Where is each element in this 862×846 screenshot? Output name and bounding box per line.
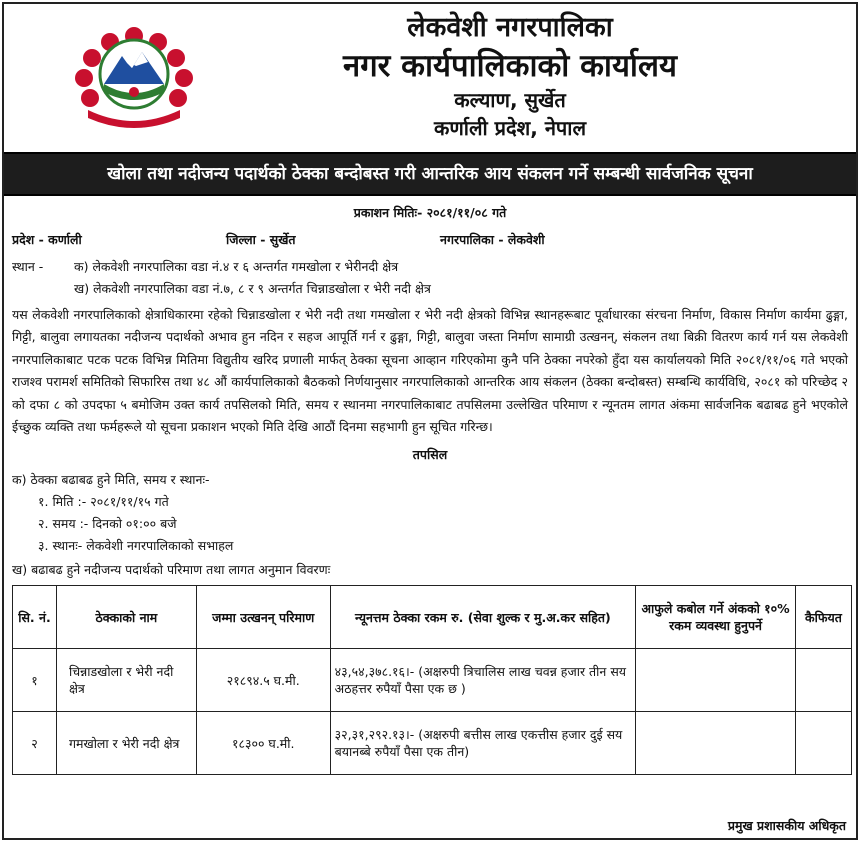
schedule-heading: तपसिल — [412, 447, 448, 463]
province-label: प्रदेश - कर्णाली — [12, 232, 82, 247]
notice-paragraph: यस लेकवेशी नगरपालिकाको क्षेत्राधिकारमा रहेको चिन्नाडखोला र भेरी नदी तथा गमखोला र भेरी नदी क्षेत्रको विभिन्न स्थानहरूबाट पूर्वाधारका संरचना निर्माण, विकास निर्माण कार्यमा ढुङ्गा, गिट्टी, बालुवा लगायतका नदीजन्य पदार्थको अभाव हुन नदिन र सहज आपूर्ति गर्न र ढुङ्गा, गिट्टी, बालुवा जस्ता निर्माण सामाग्री उत्खनन्, संकलन तथा बिक्री वितरण कार्य गर्न यस लेकवेशी नगरपालिकाबाट पटक पटक विभिन्न मितिमा विद्युतीय खरिद प्रणाली मार्फत् ठेक्का सूचना आव्हान गरिएकोमा कुनै पनि ठेक्का नपरेको हुँदा यस कार्यालयको मिति २०८१/११/०६ गते भएको राजश्व परामर्श समितिको सिफारिस तथा ४८ औं कार्यपालिकाको बैठकको निर्णयानुसार नगरपालिकाको आन्तरिक आय संकलन (ठेक्का बन्दोबस्त) सम्बन्धि कार्यविधि, २०८१ को परिच्छेद २ को दफा ८ को उपदफा ५ बमोजिम उक्त कार्य तपसिलको मिति, समय र स्थानमा नगरपालिकाबाट तपसिलमा उल्लेखित परिमाण र न्यूनतम लागत अंकमा सार्वजनिक बढाबढ हुने भएकोले ईच्छुक व्यक्ति तथा फर्महरूले यो सूचना प्रकाशन भएको मिति देखि आठौं दिनमा सहभागी हुन सूचित गरिन्छ। — [12, 307, 848, 435]
publication-date: प्रकाशन मितिः- २०८१/११/०८ गते — [353, 205, 507, 220]
letterhead-text — [204, 10, 816, 142]
col-header-amount: न्यूनत्तम ठेक्का रकम रु. (सेवा शुल्क र मु.अ.कर सहित) — [330, 586, 636, 649]
cell-amount: ३२,३१,२९२.१३।- (अक्षरुपी बत्तीस लाख एकत्तीस हजार दुई सय बयानब्बे रुपैयाँ पैसा एक तीन) — [330, 712, 636, 775]
municipality-emblem-icon — [70, 22, 198, 130]
letterhead — [4, 4, 856, 152]
district-label: जिल्ला - सुर्खेत — [226, 232, 296, 247]
place-a: क) लेकवेशी नगरपालिका वडा नं.४ र ६ अन्तर्गत गमखोला र भेरीनदी क्षेत्र — [74, 259, 399, 274]
cell-remarks — [795, 649, 851, 712]
col-header-quantity: जम्मा उत्खनन् परिमाण — [196, 586, 330, 649]
section-a-date: १. मिति :- २०८१/११/१५ गते — [38, 494, 169, 510]
section-a-time: २. समय :- दिनको ०१:०० बजे — [38, 516, 177, 532]
cell-quantity: २१८९४.५ घ.मी. — [196, 649, 330, 712]
cell-name: चिन्नाडखोला र भेरी नदी क्षेत्र — [56, 649, 196, 712]
section-b-title: ख) बढाबढ हुने नदीजन्य पदार्थको परिमाण तथा लागत अनुमान विवरणः — [12, 562, 331, 578]
cell-sn: १ — [13, 649, 57, 712]
municipality-name: लेकवेशी नगरपालिका — [407, 12, 613, 43]
col-header-deposit: आफुले कबोल गर्ने अंकको १०% रकम व्यवस्था हुनुपर्ने — [636, 586, 796, 649]
places-label: स्थान - — [12, 259, 44, 274]
table-row — [13, 712, 852, 775]
col-header-name: ठेक्काको नाम — [56, 586, 196, 649]
municipality-label: नगरपालिका - लेकवेशी — [440, 232, 545, 247]
table-row — [13, 649, 852, 712]
col-header-remarks: कैफियत — [795, 586, 851, 649]
cell-deposit — [636, 649, 796, 712]
cell-name: गमखोला र भेरी नदी क्षेत्र — [56, 712, 196, 775]
cell-quantity: १८३०० घ.मी. — [196, 712, 330, 775]
section-a-title: क) ठेक्का बढाबढ हुने मिति, समय र स्थानः- — [12, 472, 210, 488]
cell-amount: ४३,५४,३७८.१६।- (अक्षरुपी त्रिचालिस लाख चवन्न हजार तीन सय अठहत्तर रुपैयाँ पैसा एक छ ) — [330, 649, 636, 712]
cell-deposit — [636, 712, 796, 775]
cell-remarks — [795, 712, 851, 775]
office-location: कल्याण, सुर्खेत — [454, 88, 566, 112]
office-name: नगर कार्यपालिकाको कार्यालय — [343, 48, 677, 84]
notice-body — [4, 204, 856, 775]
cell-sn: २ — [13, 712, 57, 775]
section-a-venue: ३. स्थानः- लेकवेशी नगरपालिकाको सभाहल — [38, 538, 234, 554]
notice-page — [2, 2, 858, 840]
notice-title-banner: खोला तथा नदीजन्य पदार्थको ठेक्का बन्दोबस्त गरी आन्तरिक आय संकलन गर्ने सम्बन्धी सार्वजनिक सूचना — [4, 152, 856, 196]
places-list — [12, 256, 848, 300]
col-header-sn: सि. नं. — [13, 586, 57, 649]
contract-table — [12, 585, 852, 775]
location-row — [12, 231, 848, 248]
signature-title: प्रमुख प्रशासकीय अधिकृत — [727, 818, 846, 833]
place-b: ख) लेकवेशी नगरपालिका वडा नं.७, ८ र ९ अन्तर्गत चिन्नाडखोला र भेरी नदी क्षेत्र — [74, 281, 431, 296]
office-province: कर्णाली प्रदेश, नेपाल — [433, 116, 587, 140]
table-header-row — [13, 586, 852, 649]
